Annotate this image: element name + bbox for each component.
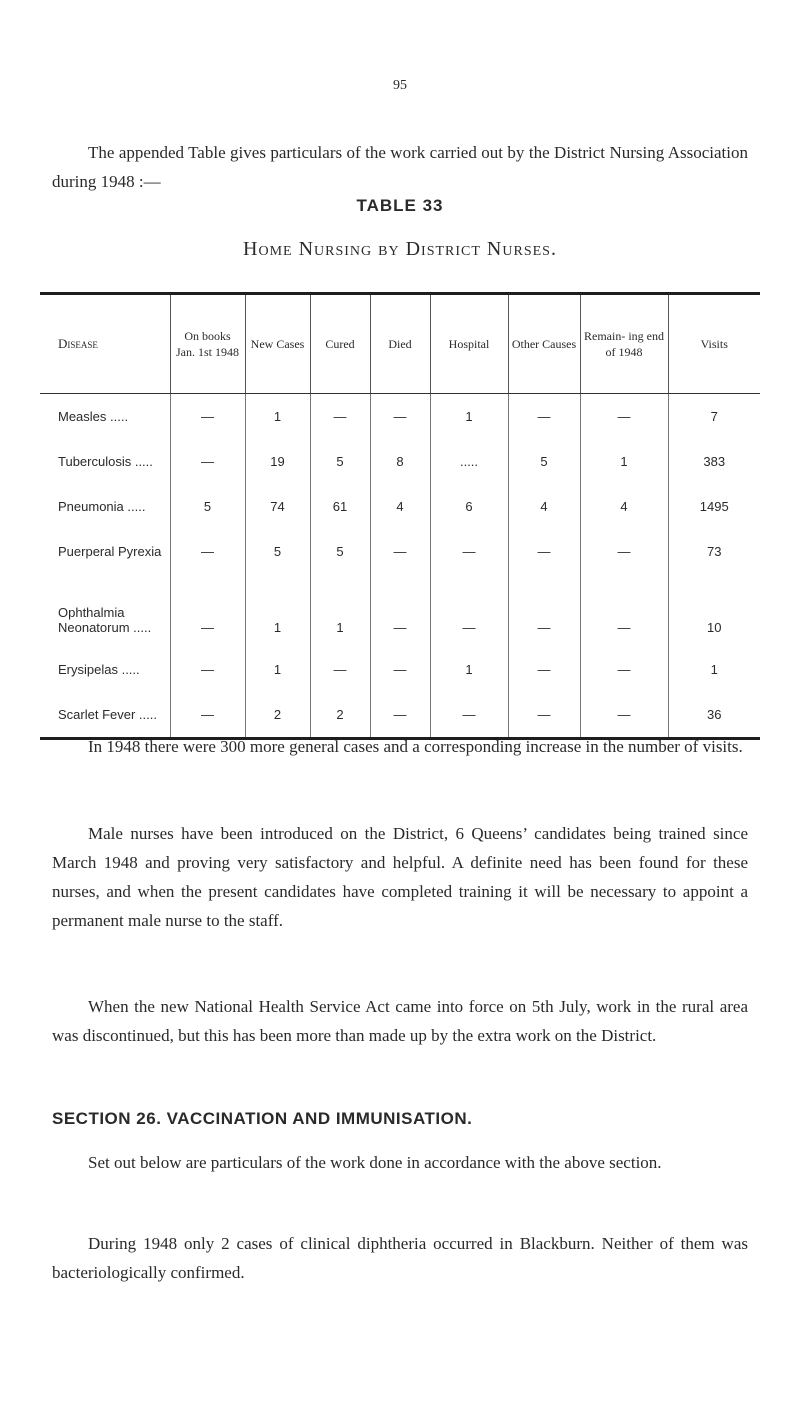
table-cell: 5: [310, 439, 370, 484]
table-cell: 2: [310, 692, 370, 739]
section-heading: SECTION 26. VACCINATION AND IMMUNISATION.: [52, 1109, 473, 1128]
table-cell: 1: [245, 394, 310, 440]
paragraph-text: During 1948 only 2 cases of clinical diphtheria occurred in Blackburn. Neither of them was bacteriologically confirmed.: [52, 1234, 748, 1282]
table-cell: —: [508, 529, 580, 574]
header-on-books: On books Jan. 1st 1948: [170, 294, 245, 394]
paragraph-text: Set out below are particulars of the work done in accordance with the above section.: [88, 1153, 662, 1172]
table-cell: —: [310, 394, 370, 440]
table-row: [40, 574, 760, 647]
paragraph-text: In 1948 there were 300 more general cases and a corresponding increase in the number of visits.: [88, 737, 743, 756]
table-cell: —: [580, 574, 668, 647]
table-cell: 1: [668, 647, 760, 692]
intro-text: The appended Table gives particulars of the work carried out by the District Nursing Association during 1948 :—: [52, 143, 748, 191]
table-cell: —: [170, 692, 245, 739]
header-visits: Visits: [668, 294, 760, 394]
paragraph-set-out: [52, 1148, 748, 1177]
table-cell: —: [580, 529, 668, 574]
table-cell: 61: [310, 484, 370, 529]
disease-name: Erysipelas .....: [58, 662, 140, 677]
table-cell: —: [170, 529, 245, 574]
table-cell: 5: [170, 484, 245, 529]
table-cell: 4: [508, 484, 580, 529]
table-cell: 1: [580, 439, 668, 484]
table-cell: 4: [370, 484, 430, 529]
table-cell: .....: [430, 439, 508, 484]
table-cell: 74: [245, 484, 310, 529]
table-cell: 1495: [668, 484, 760, 529]
disease-name: Measles .....: [58, 409, 129, 424]
table-row: [40, 529, 760, 574]
table-row: [40, 394, 760, 440]
disease-name: Ophthalmia Neonatorum .....: [58, 605, 152, 635]
table-cell: 8: [370, 439, 430, 484]
paragraph-general-cases: [52, 732, 748, 761]
table-cell: 1: [430, 647, 508, 692]
table-cell: —: [430, 574, 508, 647]
table-cell: 1: [310, 574, 370, 647]
page-number: 95: [393, 78, 407, 93]
table-cell: —: [310, 647, 370, 692]
table-cell: 2: [245, 692, 310, 739]
table-cell: —: [370, 692, 430, 739]
header-other-causes: Other Causes: [508, 294, 580, 394]
table-cell: 4: [580, 484, 668, 529]
table-cell: —: [170, 439, 245, 484]
table-cell: 19: [245, 439, 310, 484]
table-row: [40, 439, 760, 484]
table-cell: —: [370, 529, 430, 574]
table-header-row: [40, 294, 760, 394]
paragraph-diphtheria: [52, 1229, 748, 1287]
table-row: [40, 484, 760, 529]
header-died: Died: [370, 294, 430, 394]
table-cell: —: [170, 394, 245, 440]
table-cell: 73: [668, 529, 760, 574]
table-cell: —: [170, 647, 245, 692]
table-row: [40, 647, 760, 692]
table-label: TABLE 33: [356, 196, 444, 215]
table-cell: —: [170, 574, 245, 647]
table-cell: 6: [430, 484, 508, 529]
table-cell: —: [508, 692, 580, 739]
paragraph-text: When the new National Health Service Act came into force on 5th July, work in the rural area was discontinued, but this has been more than made up by the extra work on the District.: [52, 997, 748, 1045]
paragraph-text: Male nurses have been introduced on the District, 6 Queens’ candidates being trained since March 1948 and proving very satisfactory and helpful. A definite need has been found for these nurses, and when the present candidates have completed training it will be necessary to appoint a permanent male nurse to the staff.: [52, 824, 748, 930]
table-cell: —: [508, 647, 580, 692]
disease-name: Pneumonia .....: [58, 499, 146, 514]
table-cell: 5: [245, 529, 310, 574]
table-cell: 36: [668, 692, 760, 739]
table-cell: —: [370, 574, 430, 647]
table-cell: 1: [430, 394, 508, 440]
table-cell: —: [430, 692, 508, 739]
table-cell: 10: [668, 574, 760, 647]
table-cell: —: [580, 394, 668, 440]
nursing-table: [40, 292, 760, 740]
disease-name: Puerperal Pyrexia: [58, 544, 162, 559]
paragraph-health-service-act: [52, 992, 748, 1050]
table-cell: —: [580, 692, 668, 739]
paragraph-male-nurses: [52, 819, 748, 935]
table-cell: 1: [245, 647, 310, 692]
header-new-cases: New Cases: [245, 294, 310, 394]
table-cell: 383: [668, 439, 760, 484]
header-cured: Cured: [310, 294, 370, 394]
table-title: Home Nursing by District Nurses.: [243, 238, 557, 260]
table-cell: —: [370, 647, 430, 692]
intro-paragraph: [52, 138, 748, 196]
table-cell: 5: [310, 529, 370, 574]
table-cell: 7: [668, 394, 760, 440]
table-cell: 5: [508, 439, 580, 484]
header-hospital: Hospital: [430, 294, 508, 394]
header-remaining: Remain- ing end of 1948: [580, 294, 668, 394]
table-cell: —: [508, 394, 580, 440]
table-cell: —: [580, 647, 668, 692]
table-cell: —: [370, 394, 430, 440]
table-cell: 1: [245, 574, 310, 647]
table-cell: —: [508, 574, 580, 647]
disease-name: Scarlet Fever .....: [58, 707, 157, 722]
header-disease: Disease: [40, 294, 170, 394]
table-cell: —: [430, 529, 508, 574]
disease-name: Tuberculosis .....: [58, 454, 153, 469]
